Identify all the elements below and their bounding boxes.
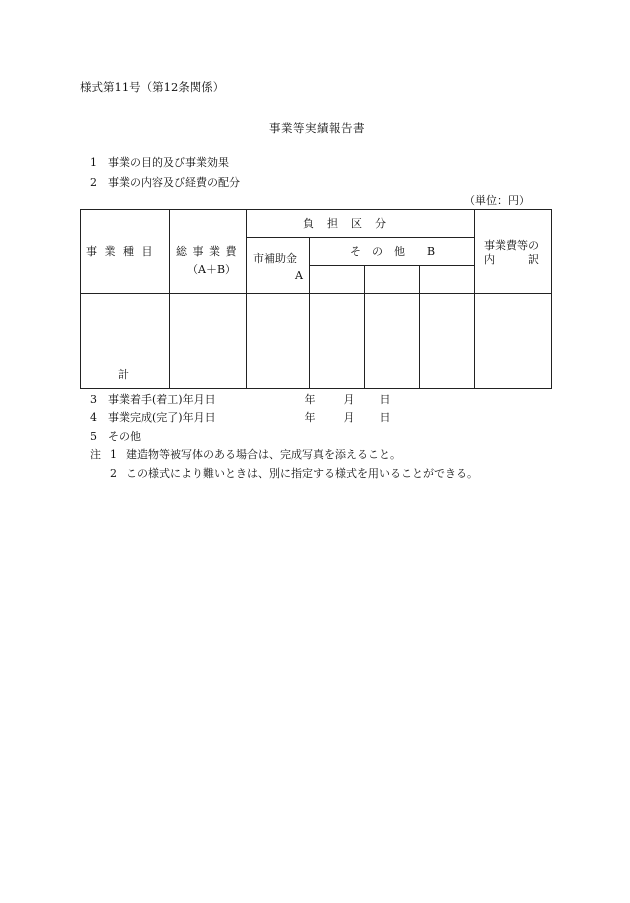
col-divider-2	[246, 209, 247, 389]
table-border-top	[80, 209, 552, 210]
form-number: 様式第11号（第12条関係）	[80, 80, 225, 94]
month-label: 月	[343, 411, 355, 424]
table-border-bottom	[80, 388, 552, 389]
item-text: 事業の目的及び事業効果	[108, 156, 229, 169]
table-border-right	[551, 209, 552, 389]
row-label: その他	[108, 430, 141, 443]
total-label: 計	[118, 368, 129, 381]
note-text: この様式により難いときは、別に指定する様式を用いることができる。	[126, 467, 478, 480]
item-text: 事業の内容及び経費の配分	[108, 176, 240, 189]
item-number: 2	[90, 176, 97, 189]
header-so-jigyohi: 総 事 業 費	[176, 245, 238, 258]
header-so-jigyohi-sub: （A＋B）	[187, 263, 237, 276]
day-label: 日	[379, 411, 391, 424]
document-title: 事業等実績報告書	[269, 121, 365, 135]
item-content-expense	[90, 177, 240, 188]
header-sonota: そ の 他 B	[350, 245, 436, 258]
other-row	[90, 431, 141, 442]
expense-table	[80, 209, 552, 389]
start-date-row	[90, 394, 400, 405]
futan-subheader-divider	[246, 237, 474, 238]
note-number: 1	[110, 448, 117, 461]
header-shi-hojokin-sub: A	[295, 269, 303, 282]
row-label: 事業完成(完了)年月日	[108, 411, 216, 424]
completion-date-row	[90, 412, 400, 423]
unit-label: （単位：円）	[464, 194, 530, 207]
col-divider-4	[364, 265, 365, 389]
col-divider-5	[419, 265, 420, 389]
header-jigyo-shumoku: 事 業 種 目	[86, 245, 155, 258]
row-number: 4	[90, 411, 97, 424]
table-border-left	[80, 209, 81, 389]
col-divider-1	[169, 209, 170, 389]
item-number: 1	[90, 156, 97, 169]
col-divider-6	[474, 209, 475, 389]
sonota-subheader-divider	[309, 265, 474, 266]
note-2	[110, 468, 478, 479]
table-header-divider	[80, 293, 552, 294]
day-label: 日	[379, 393, 391, 406]
header-shi-hojokin: 市補助金	[253, 252, 297, 265]
row-label: 事業着手(着工)年月日	[108, 393, 216, 406]
year-label: 年	[304, 411, 316, 424]
header-naiyaku-line2: 内 訳	[484, 253, 539, 266]
note-1	[90, 449, 401, 460]
note-text: 建造物等被写体のある場合は、完成写真を添えること。	[126, 448, 401, 461]
header-naiyaku-line1: 事業費等の	[484, 239, 539, 252]
note-label: 注	[90, 448, 101, 461]
item-purpose	[90, 157, 229, 168]
month-label: 月	[343, 393, 355, 406]
year-label: 年	[304, 393, 316, 406]
row-number: 3	[90, 393, 97, 406]
note-number: 2	[110, 467, 117, 480]
col-divider-3	[309, 237, 310, 389]
row-number: 5	[90, 430, 97, 443]
header-futan-kubun: 負 担 区 分	[303, 217, 387, 230]
